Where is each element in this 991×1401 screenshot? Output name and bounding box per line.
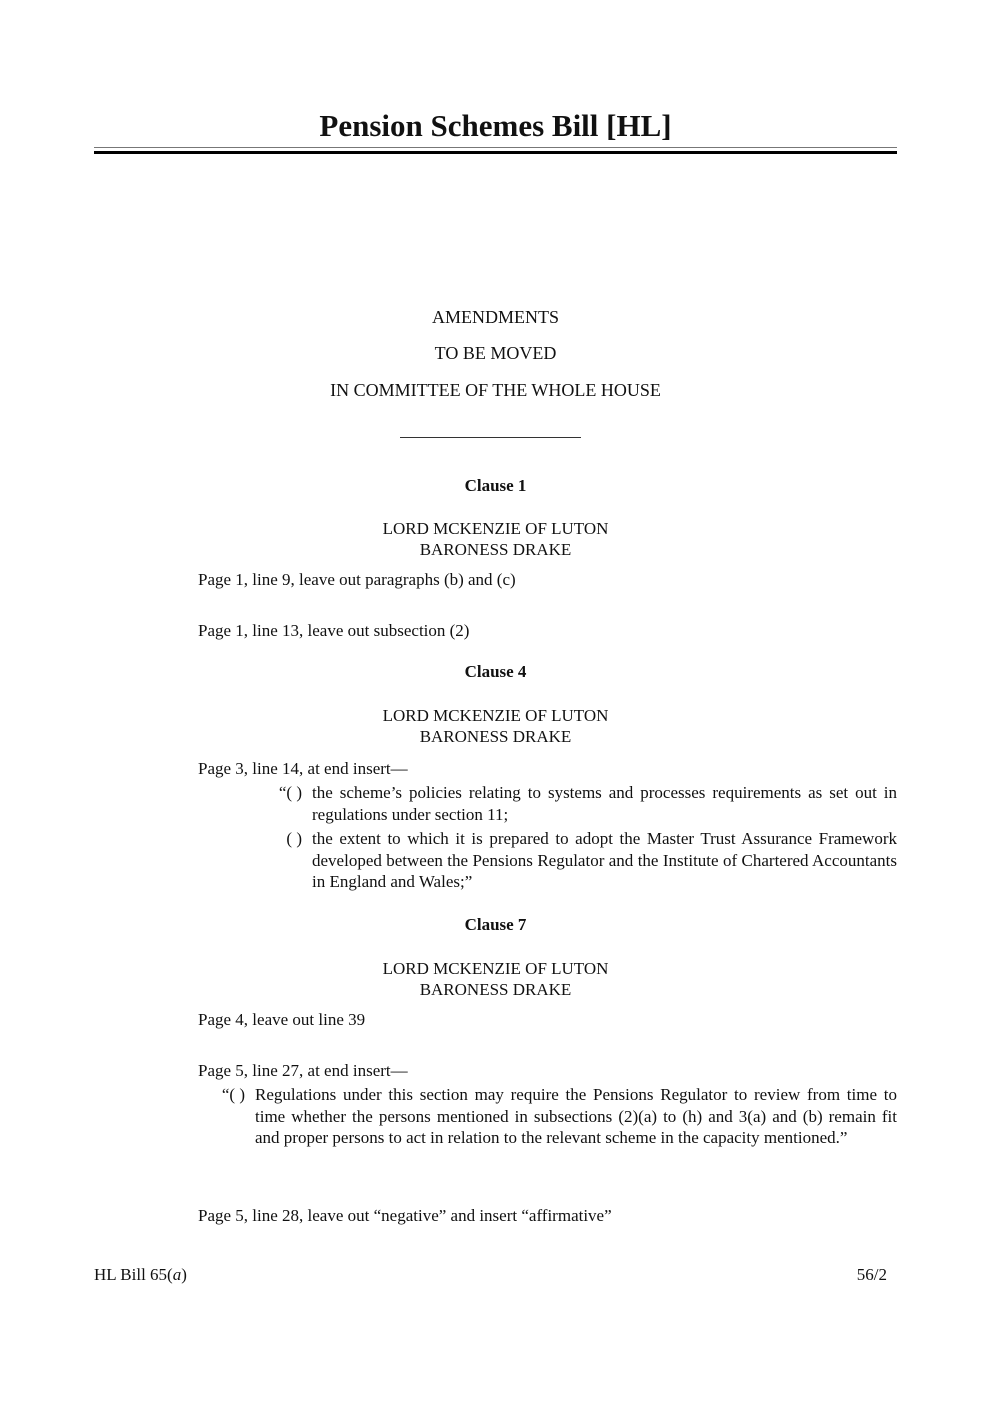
paragraph-text: the scheme’s policies relating to systems and processes requirements as set out in regulations under section 11; xyxy=(312,783,897,824)
intro-line-3: IN COMMITTEE OF THE WHOLE HOUSE xyxy=(330,380,661,400)
clause-heading: Clause 7 xyxy=(464,915,527,934)
title-rule-thick xyxy=(94,151,897,154)
inserted-paragraph xyxy=(262,782,897,825)
bill-number-suffix: a xyxy=(172,1265,182,1284)
amendment: Page 3, line 14, at end insert— xyxy=(198,759,408,778)
paragraph-marker: “( ) xyxy=(278,783,302,802)
inserted-text xyxy=(262,782,897,893)
clause-heading: Clause 1 xyxy=(464,476,527,495)
page-reference: 56/2 xyxy=(856,1265,887,1284)
amendment: Page 5, line 27, at end insert— xyxy=(198,1061,408,1080)
sponsor: BARONESS DRAKE xyxy=(419,980,572,999)
sponsor: BARONESS DRAKE xyxy=(419,727,572,746)
amendment: Page 4, leave out line 39 xyxy=(198,1010,366,1029)
amendment: Page 5, line 28, leave out “negative” and insert “affirmative” xyxy=(198,1206,612,1225)
paragraph-text: the extent to which it is prepared to adopt the Master Trust Assurance Framework developed between the Pensions Regulator and the Institute of Chartered Accountants in England and Wales;” xyxy=(312,829,897,891)
inserted-paragraph xyxy=(205,1084,897,1149)
intro-line-1: AMENDMENTS xyxy=(431,307,559,327)
paragraph-marker: “( ) xyxy=(221,1085,245,1104)
amendment: Page 1, line 13, leave out subsection (2) xyxy=(198,621,470,640)
sponsor: LORD MCKENZIE OF LUTON xyxy=(382,959,609,978)
title-rule-thin xyxy=(94,147,897,148)
paragraph-marker: ( ) xyxy=(286,829,302,848)
sponsor: LORD MCKENZIE OF LUTON xyxy=(382,706,609,725)
sponsor: BARONESS DRAKE xyxy=(419,540,572,559)
bill-number xyxy=(94,1265,187,1285)
sponsors xyxy=(0,958,991,1000)
sponsors xyxy=(0,518,991,560)
divider xyxy=(400,437,581,438)
amendment: Page 1, line 9, leave out paragraphs (b) and (c) xyxy=(198,570,516,589)
bill-number-prefix: HL Bill 65( xyxy=(94,1265,173,1284)
bill-number-close: ) xyxy=(181,1265,187,1284)
inserted-paragraph xyxy=(262,828,897,893)
sponsor: LORD MCKENZIE OF LUTON xyxy=(382,519,609,538)
clause-heading: Clause 4 xyxy=(464,662,527,681)
sponsors xyxy=(0,705,991,747)
inserted-text xyxy=(205,1084,897,1149)
document-title: Pension Schemes Bill [HL] xyxy=(319,108,672,143)
paragraph-text: Regulations under this section may require the Pensions Regulator to review from time to time whether the persons mentioned in subsections (2)(a) to (h) and 3(a) and (b) remain fit and proper persons to act in relation to the relevant scheme in the capacity mentioned.” xyxy=(255,1085,897,1147)
intro-line-2: TO BE MOVED xyxy=(434,343,557,363)
